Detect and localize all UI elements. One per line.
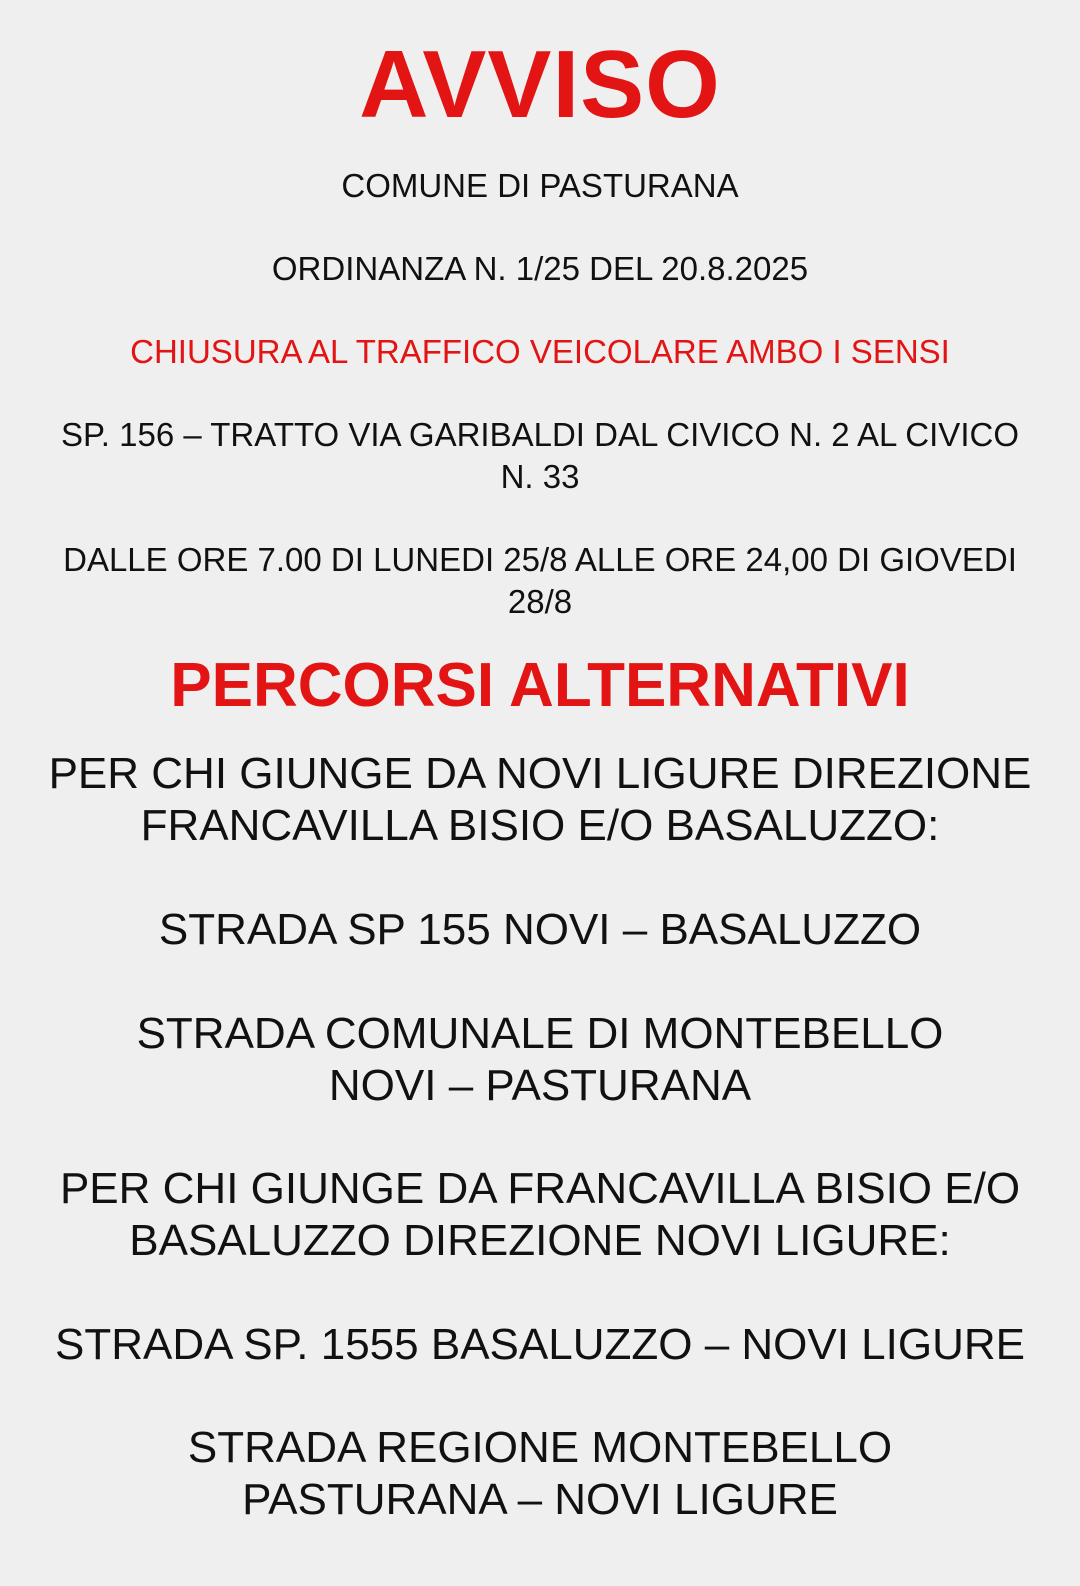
group-2-heading-line-1: PER CHI GIUNGE DA FRANCAVILLA BISIO E/O: [59, 1164, 1021, 1213]
group-1-heading-line-2: FRANCAVILLA BISIO E/O BASALUZZO:: [140, 801, 940, 850]
route-2-line-2: NOVI – PASTURANA: [328, 1061, 752, 1110]
road-section-line-2: N. 33: [500, 458, 580, 495]
route-4-line-1: STRADA REGIONE MONTEBELLO: [187, 1423, 893, 1472]
route-2-line-1: STRADA COMUNALE DI MONTEBELLO: [136, 1009, 944, 1058]
ordinance-number: ORDINANZA N. 1/25 DEL 20.8.2025: [271, 250, 809, 287]
group-1-heading-line-1: PER CHI GIUNGE DA NOVI LIGURE DIREZIONE: [48, 749, 1032, 798]
road-section-line-1: SP. 156 – TRATTO VIA GARIBALDI DAL CIVICO N. 2 AL CIVICO: [61, 416, 1019, 453]
period-line-1: DALLE ORE 7.00 DI LUNEDI 25/8 ALLE ORE 24,00 DI GIOVEDI: [63, 541, 1017, 578]
closure-notice: CHIUSURA AL TRAFFICO VEICOLARE AMBO I SENSI: [130, 333, 950, 370]
notice-title: AVVISO: [359, 31, 721, 138]
route-4-line-2: PASTURANA – NOVI LIGURE: [242, 1475, 838, 1524]
alternatives-title: PERCORSI ALTERNATIVI: [170, 651, 910, 720]
group-2-heading-line-2: BASALUZZO DIREZIONE NOVI LIGURE:: [129, 1216, 951, 1265]
period-line-2: 28/8: [507, 583, 573, 620]
route-1: STRADA SP 155 NOVI – BASALUZZO: [158, 905, 922, 954]
route-3: STRADA SP. 1555 BASALUZZO – NOVI LIGURE: [55, 1320, 1025, 1369]
municipality-name: COMUNE DI PASTURANA: [341, 167, 739, 204]
